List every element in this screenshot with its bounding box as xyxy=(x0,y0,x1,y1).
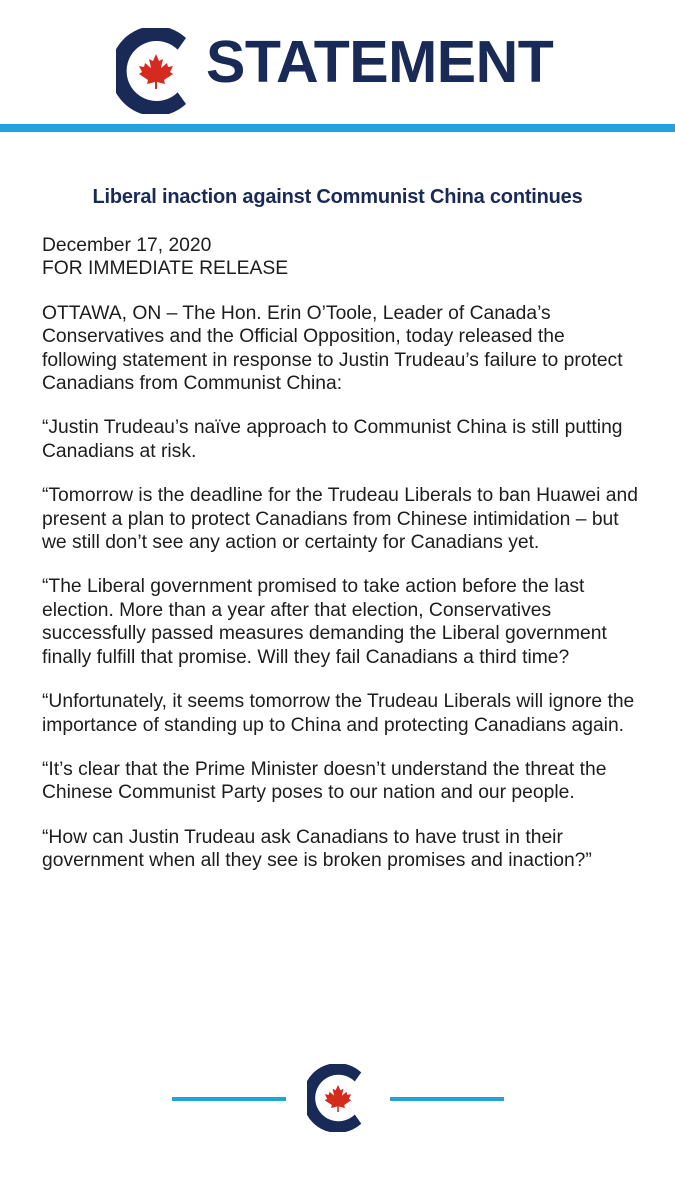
statement-wordmark: STATEMENT xyxy=(206,29,554,95)
conservative-logo-icon xyxy=(116,28,196,114)
page-title: Liberal inaction against Communist China continues xyxy=(92,186,583,208)
paragraph-quote-4: “Unfortunately, it seems tomorrow the Trudeau Liberals will ignore the importance of standing up to China and protecting Canadians again. xyxy=(42,691,635,736)
release-note: FOR IMMEDIATE RELEASE xyxy=(42,258,289,280)
statement-body xyxy=(42,234,642,894)
paragraph-quote-3: “The Liberal government promised to take action before the last election. More than a year after that election, Conservatives successfully passed measures demanding the Liberal government finally fulfill that promise. Will they fail Canadians a third time? xyxy=(42,576,607,668)
conservative-footer-logo-icon xyxy=(307,1064,369,1132)
paragraph-quote-6: “How can Justin Trudeau ask Canadians to have trust in their government when all they see is broken promises and inaction?” xyxy=(42,826,592,872)
header xyxy=(0,0,675,124)
footer-divider-left xyxy=(172,1097,286,1101)
paragraph-quote-2: “Tomorrow is the deadline for the Trudeau Liberals to ban Huawei and present a plan to protect Canadians from Chinese intimidation – but we still don’t see any action or certainty for Canadians yet. xyxy=(42,485,638,554)
footer-divider-right xyxy=(390,1097,504,1101)
header-divider xyxy=(0,124,675,132)
paragraph-intro: OTTAWA, ON – The Hon. Erin O’Toole, Leader of Canada’s Conservatives and the Official Opposition, today released the following statement in response to Justin Trudeau’s failure to protect Canadians from Communist China: xyxy=(42,302,623,395)
paragraph-quote-1: “Justin Trudeau’s naïve approach to Communist China is still putting Canadians at risk. xyxy=(42,417,623,462)
release-date: December 17, 2020 xyxy=(42,235,212,256)
paragraph-quote-5: “It’s clear that the Prime Minister doesn’t understand the threat the Chinese Communist Party poses to our nation and our people. xyxy=(42,758,607,804)
release-meta xyxy=(42,234,642,281)
